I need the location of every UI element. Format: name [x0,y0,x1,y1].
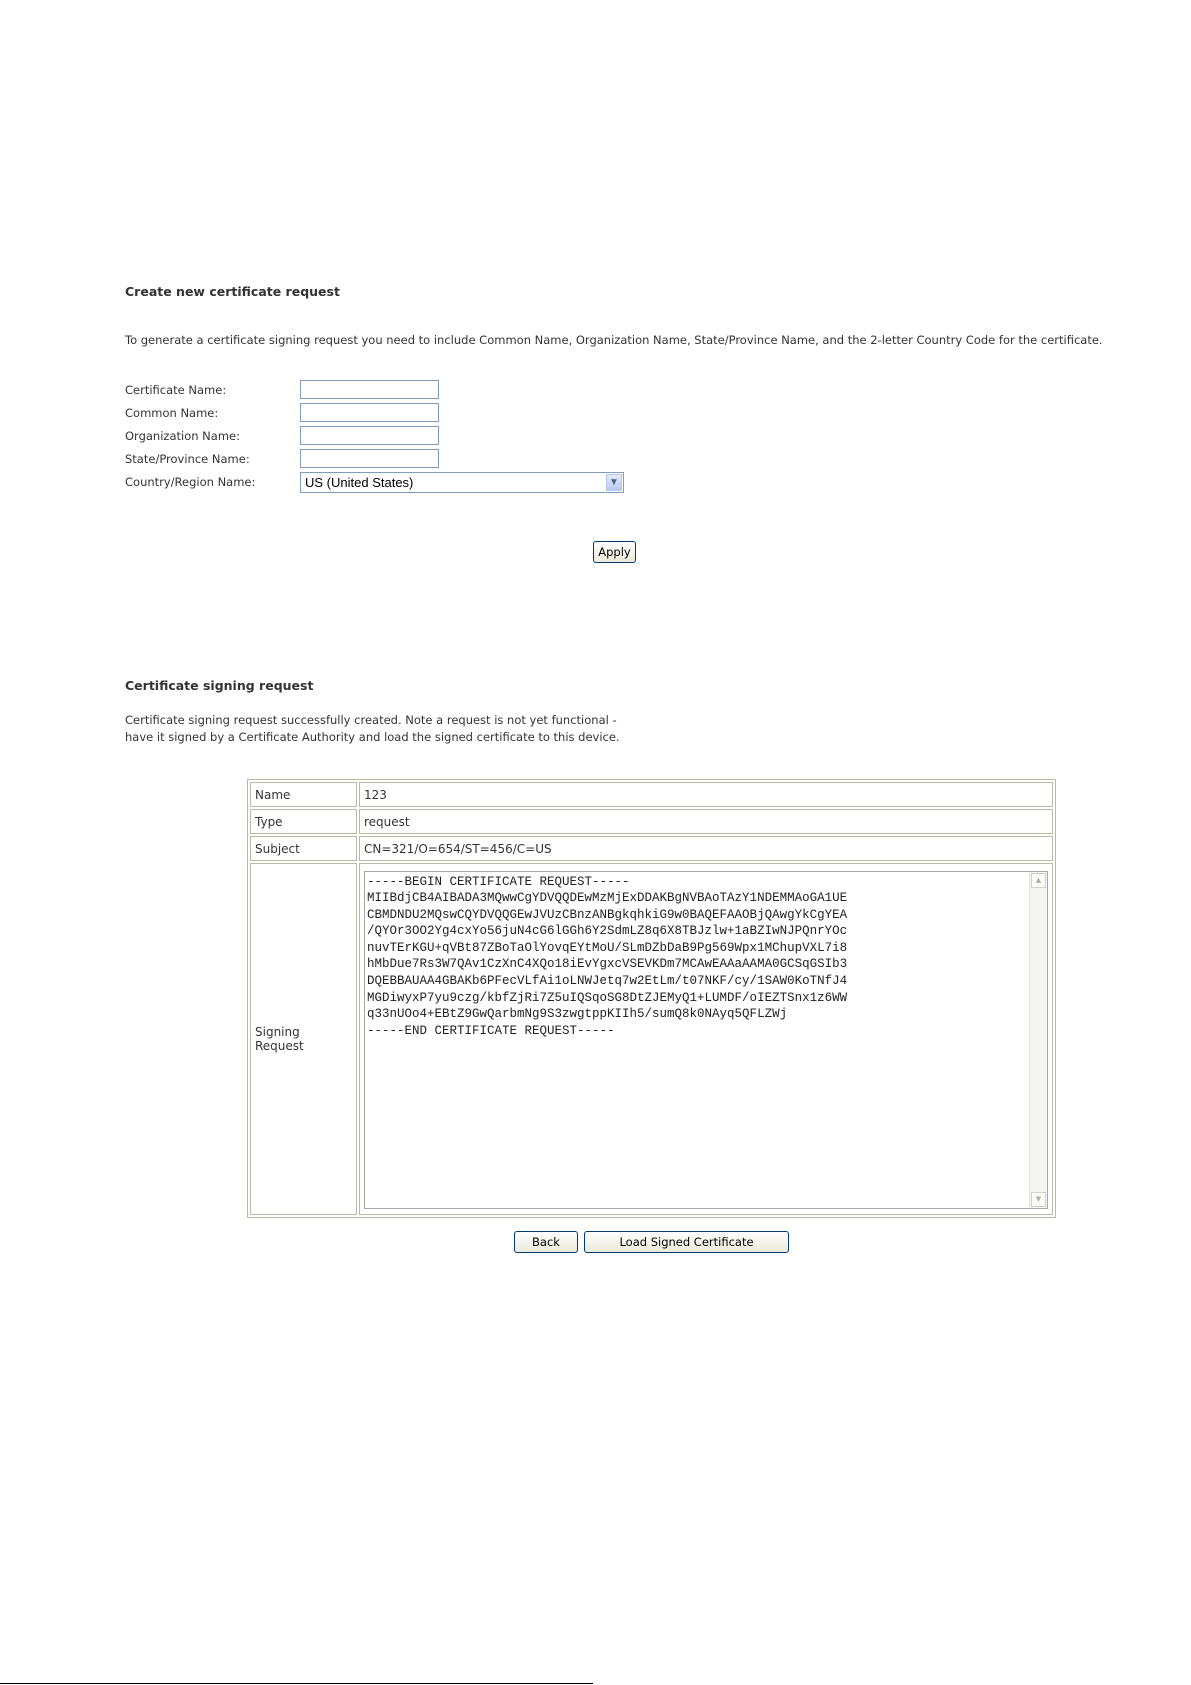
vertical-scrollbar[interactable] [1029,872,1047,1208]
country-region-label: Country/Region Name: [125,475,256,489]
state-province-input[interactable] [300,449,439,468]
scroll-down-icon[interactable]: ▼ [1031,1192,1046,1207]
create-section-description: To generate a certificate signing request you need to include Common Name, Organization Name, State/Province Name, and the 2-letter Country Code for the certificate. [125,333,1103,347]
signing-request-textarea[interactable] [364,871,1048,1209]
footnote-divider [0,1683,593,1684]
table-row-subject [250,836,1053,861]
type-label: Type [250,809,357,834]
csr-message-line1: Certificate signing request successfully created. Note a request is not yet functional - [125,713,617,727]
type-value: request [359,809,1053,834]
signing-request-label: Signing Request [250,863,357,1215]
certificate-details-table [247,779,1056,1218]
back-button[interactable]: Back [514,1231,578,1253]
organization-name-label: Organization Name: [125,429,240,443]
chevron-down-icon[interactable]: ▼ [606,474,622,491]
certificate-name-input[interactable] [300,380,439,399]
organization-name-input[interactable] [300,426,439,445]
load-signed-certificate-button[interactable]: Load Signed Certificate [584,1231,789,1253]
country-region-selected-value: US (United States) [305,475,414,490]
name-value: 123 [359,782,1053,807]
certificate-name-label: Certificate Name: [125,383,227,397]
apply-button[interactable]: Apply [593,541,636,563]
signing-request-text[interactable]: -----BEGIN CERTIFICATE REQUEST----- MIIBdjCB4AIBADA3MQwwCgYDVQQDEwMzMjExDDAKBgNVBAoTAzY1NDEMMAoGA1UE CBMDNDU2MQswCQYDVQQGEwJVUzCBnzANBgkqhkiG9w0BAQEFAAOBjQAwgYkCgYEA /QYOr3OO2Yg4cxYo56juN4cG6lGGh6Y2SdmLZ8q6X8TBJzlw+1aBZIwNJPQnrYOc nuvTErKGU+qVBt87ZBoTaOlYovqEYtMoU/SLmDZbDaB9Pg569Wpx1MChupVXL7i8 hMbDue7Rs3W7QAv1CzXnC4XQo18iEvYgxcVSEVKDm7MCAwEAAaAAMA0GCSqGSIb3 DQEBBAUAA4GBAKb6PFecVLfAi1oLNWJetq7w2EtLm/t07NKF/cy/1SAW0KoTNfJ4 MGDiwyxP7yu9czg/kbfZjRi7Z5uIQSqoSG8DtZJEMyQ1+LUMDF/oIEZTSnx1z6WW q33nUOo4+EBtZ9GwQarbmNg9S3zwgtppKIIh5/sumQ8k0NAyq5QFLZWj -----END CERTIFICATE REQUEST----- [367,874,848,1038]
table-row-type [250,809,1053,834]
country-region-select[interactable] [300,472,624,493]
table-row-signing-request [250,863,1053,1215]
csr-section-title: Certificate signing request [125,678,314,693]
name-label: Name [250,782,357,807]
common-name-label: Common Name: [125,406,219,420]
csr-message-line2: have it signed by a Certificate Authority and load the signed certificate to this device. [125,730,620,744]
scroll-up-icon[interactable]: ▲ [1031,873,1046,888]
table-row-name [250,782,1053,807]
subject-value: CN=321/O=654/ST=456/C=US [359,836,1053,861]
common-name-input[interactable] [300,403,439,422]
state-province-label: State/Province Name: [125,452,250,466]
subject-label: Subject [250,836,357,861]
create-section-title: Create new certificate request [125,284,340,299]
